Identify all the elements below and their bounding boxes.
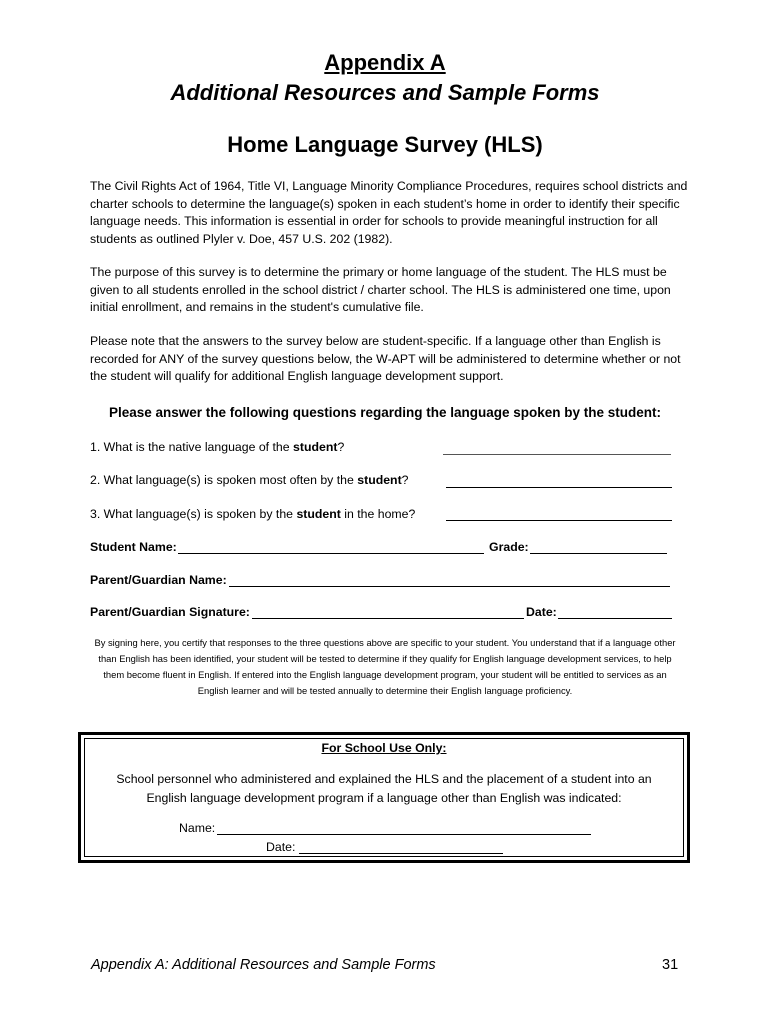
school-use-date-label: Date:	[266, 840, 296, 854]
intro-paragraph-purpose: The purpose of this survey is to determine the primary or home language of the student. The HLS must be given to all students enrolled in the school district / charter school. The HLS is administered one time, upon initial enrollment, and remains in the student's cumulative file.	[90, 265, 671, 314]
answer-line-home-language[interactable]	[446, 520, 672, 521]
parent-name-line[interactable]	[229, 586, 670, 587]
grade-label: Grade:	[489, 540, 529, 554]
student-name-line[interactable]	[178, 553, 484, 554]
question-most-spoken-language: 2. What language(s) is spoken most often by the student?	[90, 473, 409, 487]
appendix-subtitle: Additional Resources and Sample Forms	[170, 80, 600, 105]
signature-date-label: Date:	[526, 605, 557, 619]
school-use-date-line[interactable]	[299, 853, 503, 854]
parent-signature-line[interactable]	[252, 618, 524, 619]
question-home-language: 3. What language(s) is spoken by the student in the home?	[90, 507, 416, 521]
intro-paragraph-civil-rights: The Civil Rights Act of 1964, Title VI, Language Minority Compliance Procedures, requires school districts and charter schools to determine the language(s) spoken in each student’s home in order to identify their specific language needs. This information is essential in order for schools to provide meaningful instruction for all students as outlined Plyler v. Doe, 457 U.S. 202 (1982).	[90, 179, 688, 246]
answer-line-native-language[interactable]	[443, 454, 671, 455]
answer-line-most-spoken-language[interactable]	[446, 487, 672, 488]
parent-signature-label: Parent/Guardian Signature:	[90, 605, 250, 619]
appendix-heading: Appendix A	[324, 50, 446, 75]
survey-title: Home Language Survey (HLS)	[227, 132, 543, 157]
school-personnel-name-line[interactable]	[217, 834, 591, 835]
page-number: 31	[662, 957, 679, 973]
grade-line[interactable]	[530, 553, 667, 554]
student-name-label: Student Name:	[90, 540, 177, 554]
questions-heading: Please answer the following questions regarding the language spoken by the student:	[108, 405, 662, 420]
intro-paragraph-note: Please note that the answers to the survey below are student-specific. If a language other than English is recorded for ANY of the survey questions below, the W-APT will be administered to determine whether or not the student will qualify for additional English language development support.	[90, 334, 681, 383]
school-use-title: For School Use Only:	[321, 741, 447, 755]
signature-date-line[interactable]	[558, 618, 672, 619]
school-use-box	[78, 732, 690, 863]
parent-name-label: Parent/Guardian Name:	[90, 573, 227, 587]
school-use-text: School personnel who administered and explained the HLS and the placement of a student into an English language development program if a language other than English was indicated:	[116, 772, 652, 805]
consent-statement: By signing here, you certify that responses to the three questions above are specific to your student. You understand that if a language other than English has been identified, your student will be tested to determine if they qualify for English language development services, to help them become fluent in English. If entered into the English language development program, your student will be entitled to services as an English learner and will be tested annually to determine their English language proficiency.	[94, 637, 676, 696]
school-personnel-name-label: Name:	[179, 821, 216, 835]
question-native-language: 1. What is the native language of the student?	[90, 440, 345, 454]
footer-title: Appendix A: Additional Resources and Sample Forms	[91, 957, 436, 973]
